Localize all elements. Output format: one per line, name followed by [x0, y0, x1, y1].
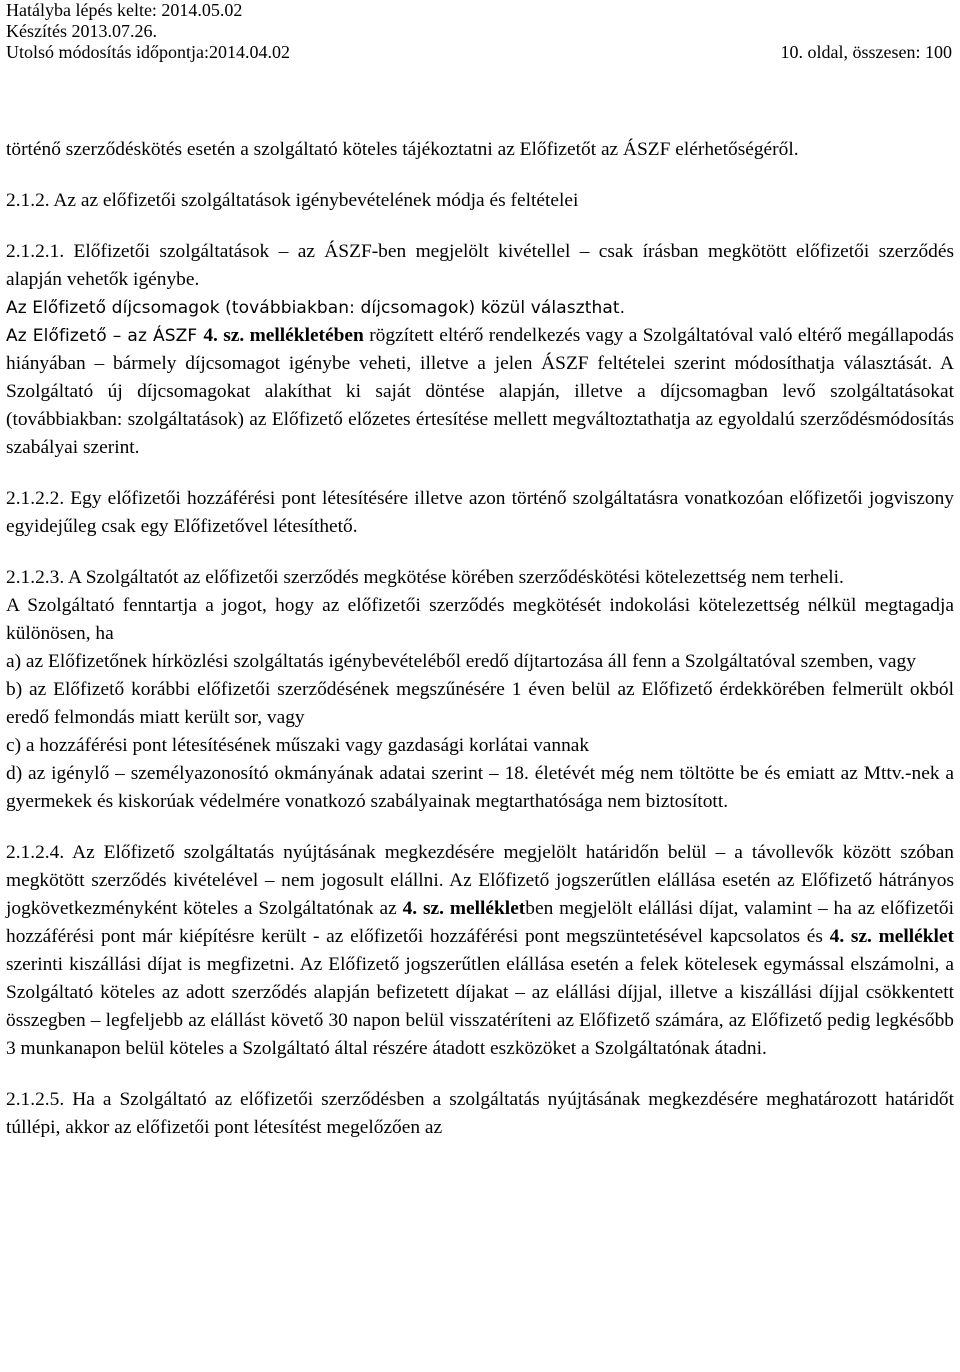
document-body	[6, 136, 954, 1142]
paragraph-2124: 2.1.2.4. Az Előfizető szolgáltatás nyújtásának megkezdésére megjelölt határidőn belül – a távollevők között szóban megkötött szerződés kivételével – nem jogosult elállni. Az Előfizető jogszerűtlen elállása esetén az Előfizető hátrányos jogkövetkezményként köteles a Szolgáltatónak az 4. sz. mellékletben megjelölt elállási díjat, valamint – ha az előfizetői hozzáférési pont már kiépítésre került - az előfizetői hozzáférési pont megszüntetésével kapcsolatos és 4. sz. melléklet szerinti kiszállási díjat is megfizetni. Az Előfizető jogszerűtlen elállása esetén a felek kötelesek egymással elszámolni, a Szolgáltató köteles az adott szerződés alapján befizetett díjakat – az elállási díjjal, illetve a kiszállási díjjal csökkentett összegben – legfeljebb az elállást követő 30 napon belül visszatéríteni az Előfizető számára, az Előfizető pedig legkésőbb 3 munkanapon belül köteles a Szolgáltató által részére átadott eszközöket a Szolgáltatónak átadni.	[6, 842, 954, 1059]
annex-reference: 4. sz. mellékletében	[203, 325, 364, 346]
paragraph-refusal: A Szolgáltató fenntartja a jogot, hogy az előfizetői szerződés megkötését indokolási kötelezettség nélkül megtagadja különösen, ha	[6, 595, 954, 644]
list-item-d: d) az igénylő – személyazonosító okmányának adatai szerint – 18. életévét még nem töltötte be és emiatt az Mttv.-nek a gyermekek és kiskorúak védelmére vonatkozó szabályainak megtarthatósága nem biztosított.	[6, 763, 954, 812]
page-header	[6, 0, 952, 63]
paragraph-2121: 2.1.2.1. Előfizetői szolgáltatások – az ÁSZF-ben megjelölt kivétellel – csak írásban megkötött előfizetői szerződés alapján vehetők igénybe.	[6, 241, 954, 290]
paragraph-2123: 2.1.2.3. A Szolgáltatót az előfizetői szerződés megkötése körében szerződéskötési kötelezettség nem terheli.	[6, 567, 844, 588]
paragraph-2125: 2.1.2.5. Ha a Szolgáltató az előfizetői szerződésben a szolgáltatás nyújtásának megkezdésére meghatározott határidőt túllépi, akkor az előfizetői pont létesítést megelőzően az	[6, 1089, 954, 1138]
modified-date: Utolsó módosítás időpontja:2014.04.02	[6, 42, 291, 62]
list-item-b: b) az Előfizető korábbi előfizetői szerződésének megszűnésére 1 éven belül az Előfizető érdekkörében felmerült okból eredő felmondás miatt került sor, vagy	[6, 679, 954, 728]
paragraph-package-choice: Az Előfizető – az ÁSZF 4. sz. mellékletében rögzített eltérő rendelkezés vagy a Szolgáltatóval való eltérő megállapodás hiányában – bármely díjcsomagot igénybe veheti, illetve a jelen ÁSZF feltételei szerint módosíthatja választását. A Szolgáltató új díjcsomagokat alakíthat ki saját döntése alapján, illetve a díjcsomagban levő szolgáltatásokat (továbbiakban: szolgáltatások) az Előfizető előzetes értesítése mellett megváltoztathatja az egyoldalú szerződésmódosítás szabályai szerint.	[6, 325, 955, 458]
paragraph-intro: történő szerződéskötés esetén a szolgáltató köteles tájékoztatni az Előfizetőt az ÁSZF elérhetőségéről.	[6, 139, 799, 160]
effective-date: Hatályba lépés kelte: 2014.05.02	[6, 0, 243, 20]
paragraph-2122: 2.1.2.2. Egy előfizetői hozzáférési pont létesítésére illetve azon történő szolgáltatásra vonatkozóan előfizetői jogviszony egyidejűleg csak egy Előfizetővel létesíthető.	[6, 488, 954, 537]
section-heading: 2.1.2. Az az előfizetői szolgáltatások igénybevételének módja és feltételei	[6, 190, 579, 211]
paragraph-packages: Az Előfizető díjcsomagok (továbbiakban: díjcsomagok) közül választhat.	[6, 298, 626, 318]
page-number: 10. oldal, összesen: 100	[780, 42, 952, 62]
annex-reference: 4. sz. melléklet	[402, 898, 526, 919]
annex-reference: 4. sz. melléklet	[829, 926, 954, 947]
list-item-a: a) az Előfizetőnek hírközlési szolgáltatás igénybevételéből eredő díjtartozása áll fenn a Szolgáltatóval szemben, vagy	[6, 651, 916, 672]
created-date: Készítés 2013.07.26.	[6, 21, 157, 41]
list-item-c: c) a hozzáférési pont létesítésének műszaki vagy gazdasági korlátai vannak	[6, 735, 590, 756]
